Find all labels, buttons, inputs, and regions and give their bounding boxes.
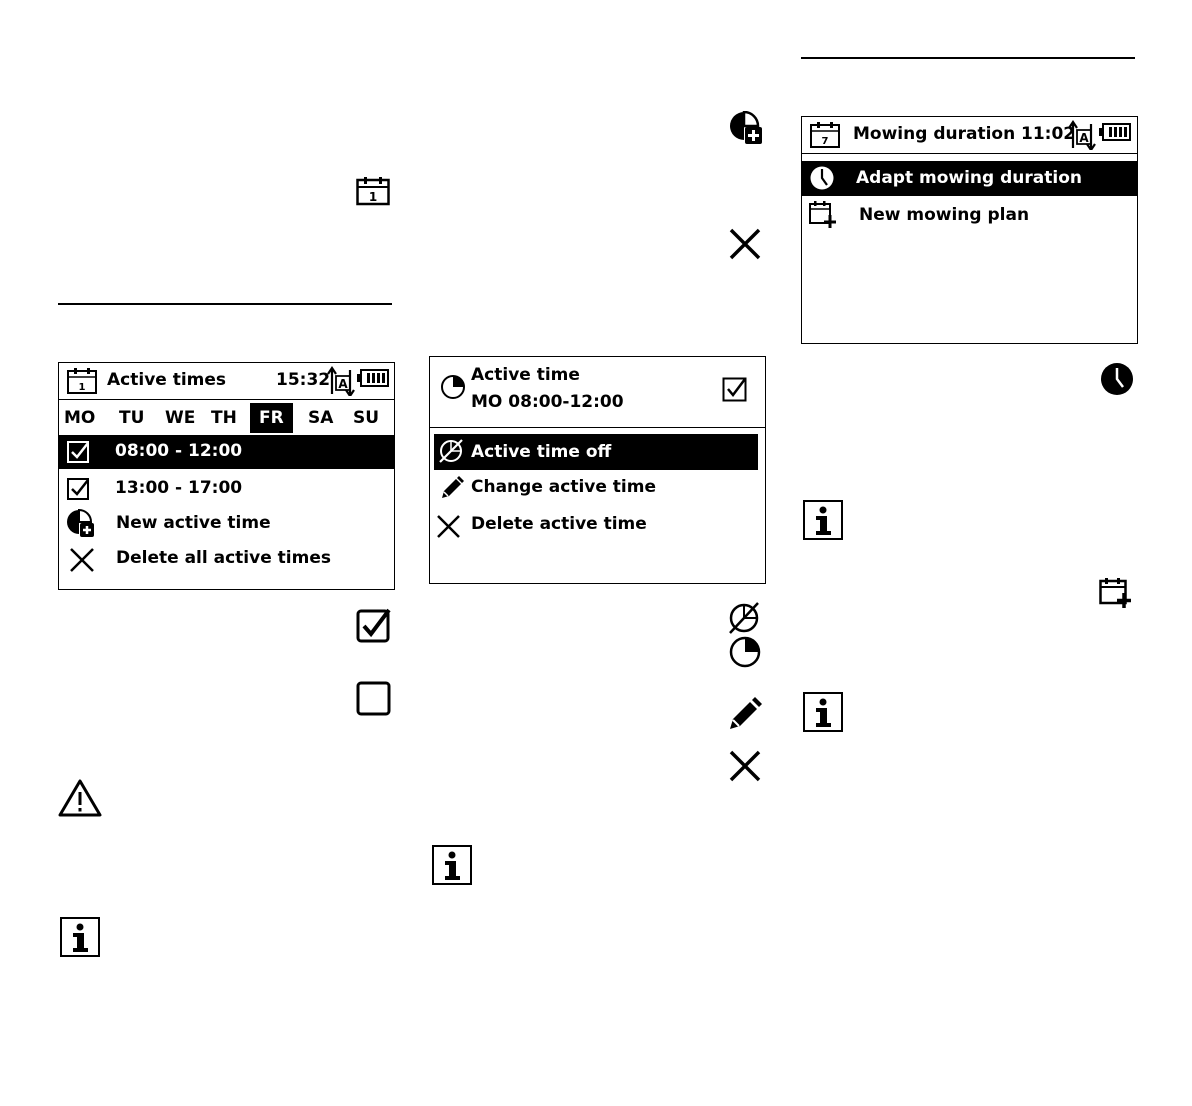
clock-plus-icon: [66, 509, 96, 539]
weekday-bar: [59, 403, 394, 433]
screen-header: [59, 363, 394, 400]
info-icon: [803, 692, 843, 732]
row-label: Delete active time: [471, 514, 647, 534]
calendar-day-number: 1: [78, 382, 86, 393]
row-label: Delete all active times: [116, 548, 331, 568]
row-label: 08:00 - 12:00: [115, 441, 243, 461]
screen-title: Active time: [471, 365, 580, 385]
screen-header: [802, 117, 1137, 154]
day-tab-th[interactable]: TH: [211, 408, 237, 428]
delete-all-row[interactable]: [59, 542, 394, 576]
clock-icon: [809, 165, 835, 191]
checkbox-checked-icon: [356, 607, 392, 643]
clock-icon: [1100, 362, 1134, 396]
calendar-plus-icon: [809, 201, 837, 229]
clock-time: 11:02: [1021, 124, 1076, 144]
calendar-plus-icon: [1099, 577, 1133, 609]
delete-active-time-row[interactable]: [430, 508, 765, 542]
day-tab-sa[interactable]: SA: [308, 408, 334, 428]
clock-off-icon: [727, 602, 761, 634]
close-icon: [69, 547, 95, 573]
clock-icon: [440, 374, 466, 400]
close-icon: [436, 514, 461, 539]
active-time-value: MO 08:00-12:00: [471, 392, 624, 412]
section-rule-right: [801, 57, 1135, 59]
pencil-icon: [439, 475, 465, 501]
mode-letter: A: [338, 377, 348, 391]
active-time-row[interactable]: [59, 472, 394, 506]
calendar-week-icon: [810, 122, 840, 148]
info-icon: [432, 845, 472, 885]
mode-letter: A: [1079, 131, 1089, 145]
auto-mode-icon: [327, 366, 355, 396]
change-active-time-row[interactable]: [430, 471, 765, 505]
info-icon: [60, 917, 100, 957]
day-tab-fr[interactable]: FR: [250, 403, 293, 433]
pencil-icon: [727, 696, 763, 732]
clock-off-icon: [438, 438, 464, 464]
adapt-mowing-duration-row[interactable]: [802, 161, 1137, 196]
screen-title: Mowing duration: [853, 124, 1016, 144]
screen-title: Active times: [107, 370, 227, 390]
calendar-day-number: 1: [368, 190, 378, 204]
clock-icon: [728, 635, 762, 669]
active-time-row[interactable]: [59, 435, 394, 469]
row-label: New active time: [116, 513, 271, 533]
close-icon: [728, 227, 762, 261]
section-rule-left: [58, 303, 392, 305]
clock-time: 15:32: [276, 370, 331, 390]
warning-icon: [58, 778, 104, 818]
detail-header: [430, 357, 765, 428]
clock-plus-icon: [729, 111, 763, 145]
active-time-detail-screen: [429, 356, 766, 584]
row-label: 13:00 - 17:00: [115, 478, 243, 498]
auto-mode-icon: [1068, 120, 1096, 150]
row-label: New mowing plan: [859, 205, 1030, 225]
row-label: Change active time: [471, 477, 656, 497]
row-label: Adapt mowing duration: [856, 168, 1082, 188]
battery-icon: [357, 369, 389, 387]
day-tab-su[interactable]: SU: [353, 408, 380, 428]
checkbox-checked-icon[interactable]: [722, 376, 748, 402]
checkbox-checked-icon: [67, 477, 91, 501]
calendar-icon: [67, 368, 97, 394]
calendar-week-number: 7: [821, 136, 829, 147]
mowing-duration-screen: [801, 116, 1138, 344]
new-active-time-row[interactable]: [59, 507, 394, 541]
checkbox-checked-icon: [67, 440, 91, 464]
info-icon: [803, 500, 843, 540]
checkbox-empty-icon: [356, 681, 392, 717]
new-mowing-plan-row[interactable]: [802, 199, 1137, 233]
day-tab-tu[interactable]: TU: [119, 408, 145, 428]
close-icon: [728, 749, 762, 783]
active-time-off-row[interactable]: [434, 434, 758, 470]
row-label: Active time off: [471, 442, 612, 462]
battery-icon: [1099, 123, 1131, 141]
day-tab-mo[interactable]: MO: [64, 408, 96, 428]
day-tab-we[interactable]: WE: [165, 408, 196, 428]
active-times-screen: [58, 362, 395, 590]
calendar-icon: [356, 176, 390, 206]
